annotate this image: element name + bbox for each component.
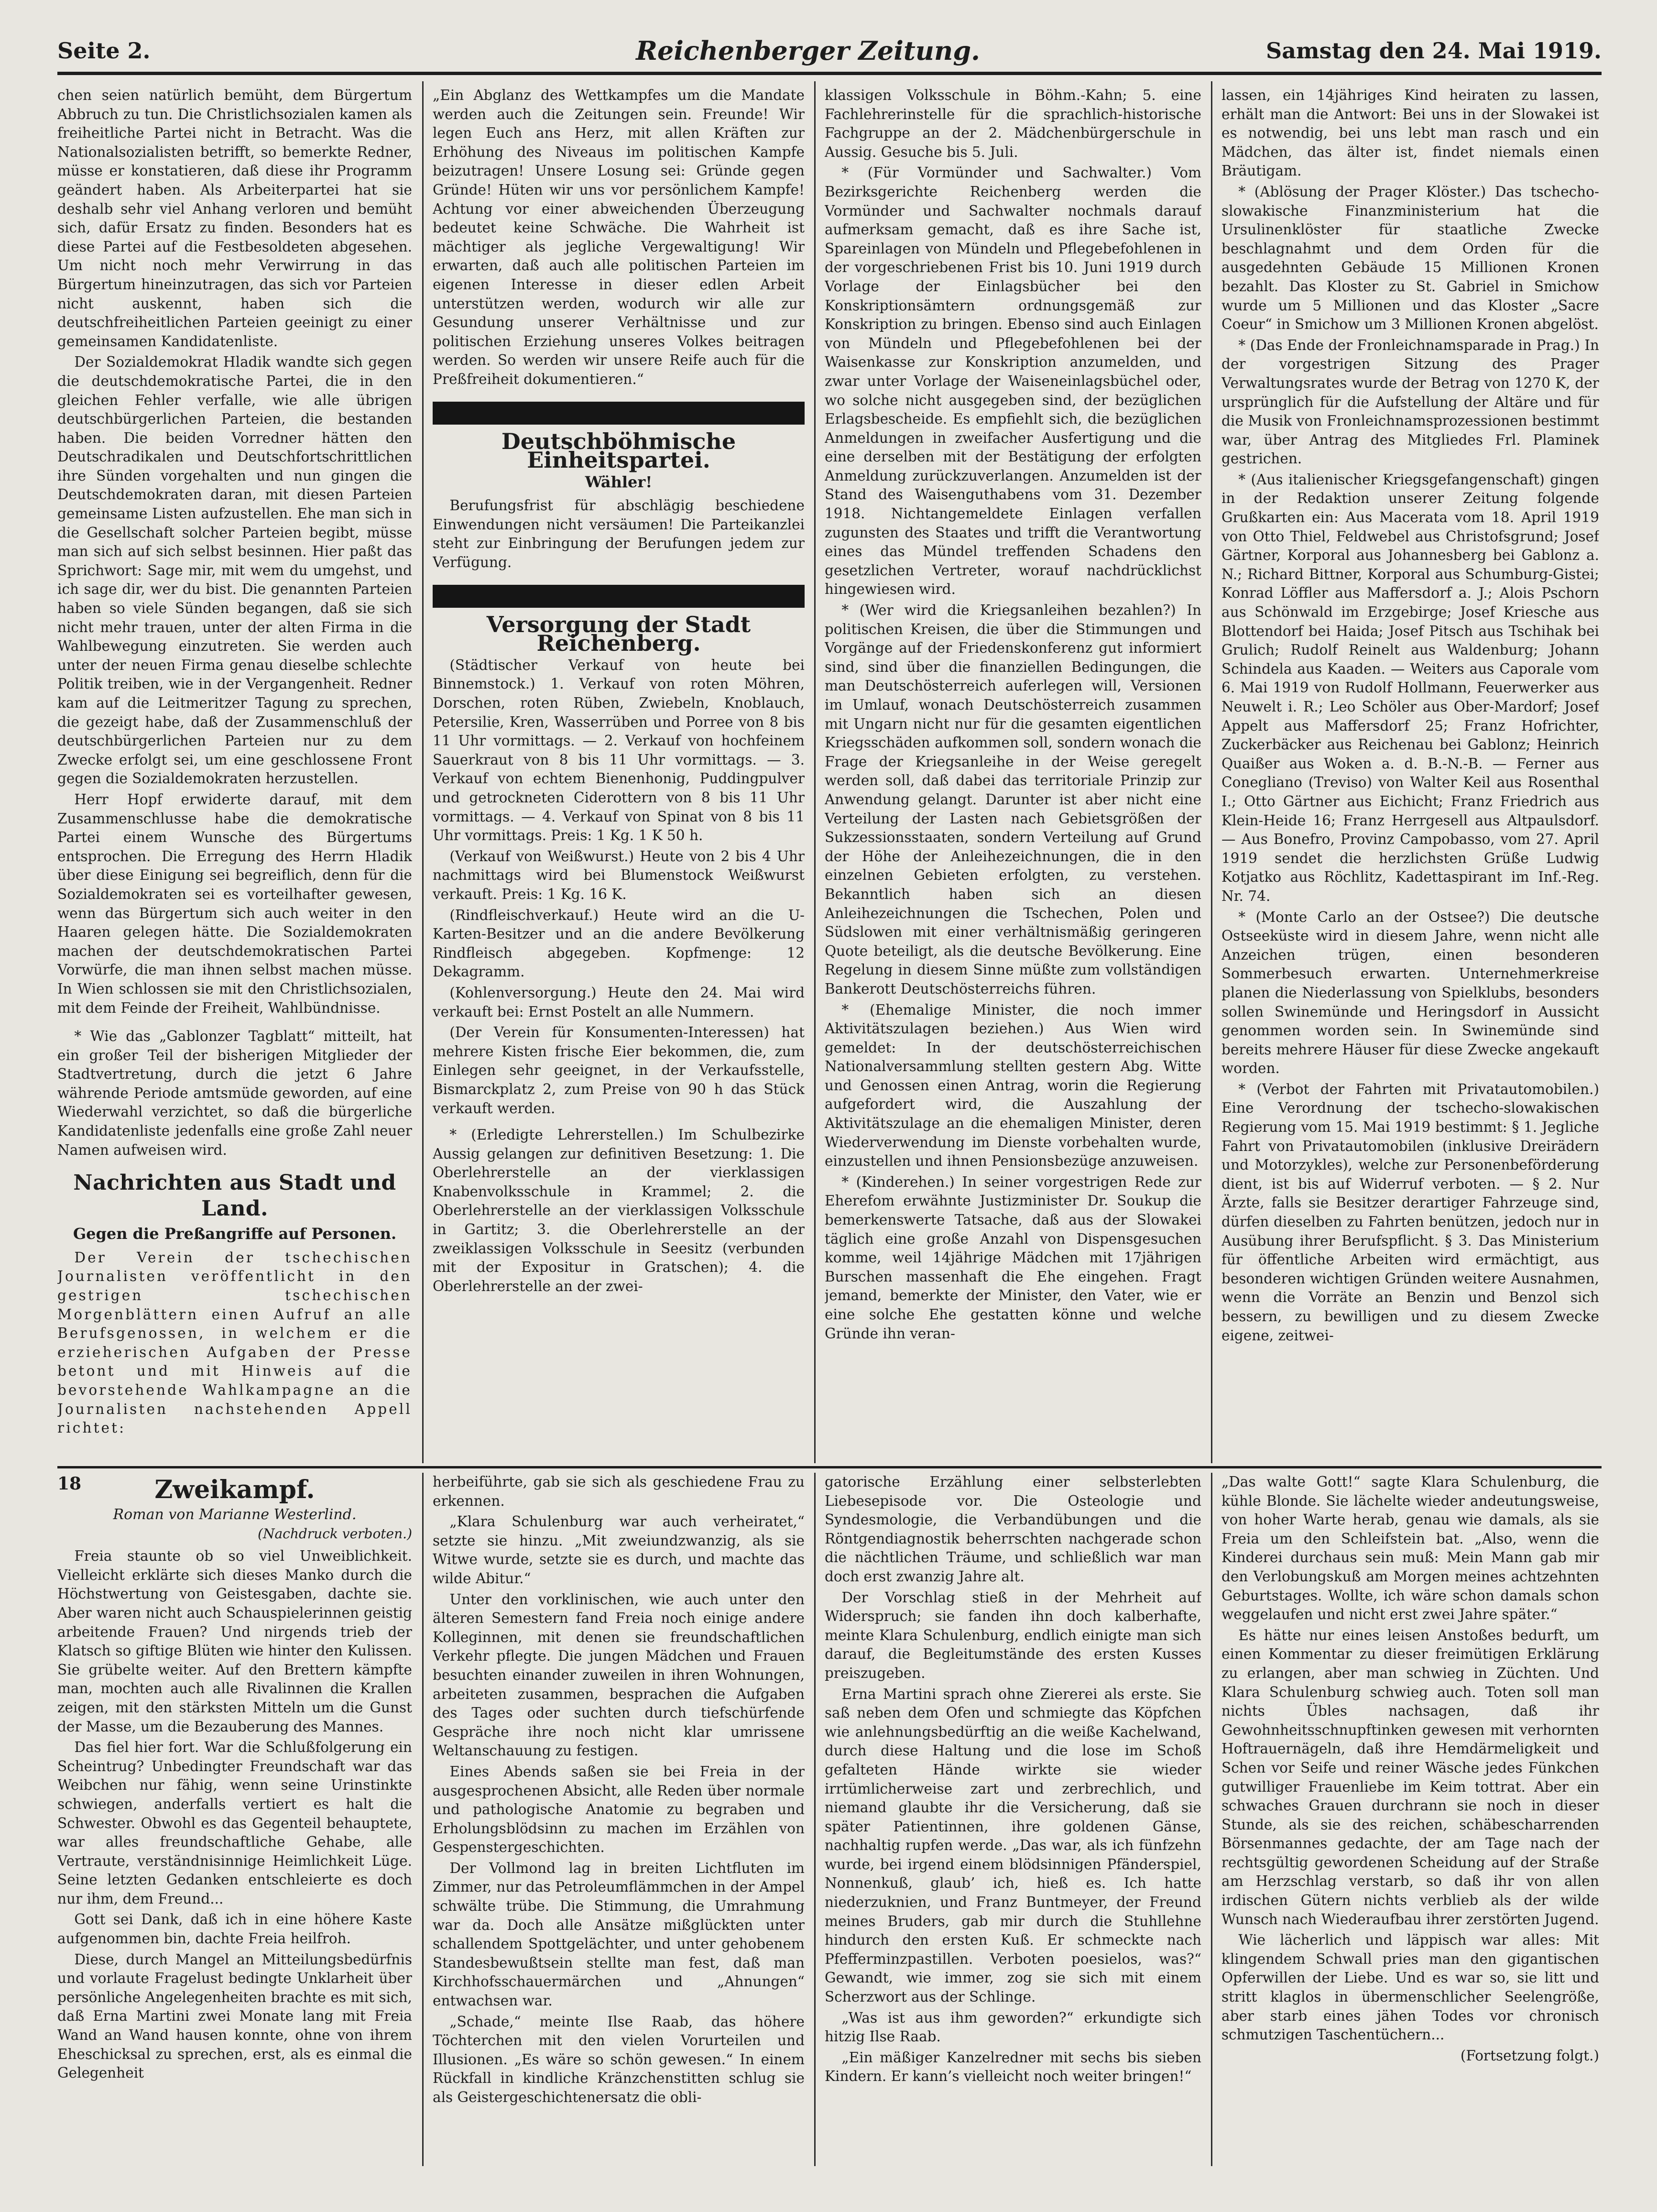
novel-paragraph: gatorische Erzählung einer selbsterlebten Liebesepisode vor. Die Osteologie und Syndesmologie, die Verbandübungen und die Röntgendiagnostik beherrschten nachgerade schon die nächtlichen Träume, und schließlich war man doch erst zwanzig Jahre alt. (825, 1474, 1201, 1585)
article-paragraph: * (Für Vormünder und Sachwalter.) Vom Bezirksgerichte Reichenberg werden die Vormünder und Sachwalter nochmals darauf aufmerksam gemacht, daß es ihre Sache ist, Spareinlagen von Mündeln und Pflegebefohlenen in der vorgeschriebenen Frist bis 10. Juni 1919 durch Vorlage der Einlagsbücher bei den Konskriptionsämtern ordnungsgemäß zur Konskription zu bringen. Ebenso sind auch Einlagen von Mündeln und Pflegebefohlenen bei der Waisenkasse zur Konskription anzumelden, und zwar unter Vorlage der Waiseneinlagsbüchel oder, wo solche nicht ausgegeben sind, der bezüglichen Erlagsbescheide. Es empfiehlt sich, die bezüglichen Anmeldungen in zweifacher Ausfertigung und die eine derselben mit der Bestätigung der erfolgten Anmeldung zurückzuverlangen. Anzumelden ist der Stand des Waisenguthabens vom 31. Dezember 1918. Nichtangemeldete Einlagen verfallen zugunsten des Staates und trifft die Verantwortung eines das Mündel treffenden Schadens den gesetzlichen Vertreter, worauf nachdrücklichst hingewiesen wird. (825, 164, 1201, 598)
column-4 (1221, 86, 1599, 1463)
party-subheading: Wähler! (585, 472, 653, 491)
black-bar (433, 402, 805, 425)
installment-number: 18 (57, 1474, 82, 1494)
article-paragraph: * (Monte Carlo an der Ostsee?) Die deutsche Ostseeküste wird in diesem Jahre, wenn nicht alle Anzeichen trügen, einen besonderen Sommerbesuch erwarten. Unternehmerkreise planen die Niederlassung von Spielklubs, besonders sollen Swinemünde und Heringsdorf in Aussicht genommen worden sein. In Swinemünde sind bereits mehrere Häuser für diese Zwecke angekauft worden. (1221, 909, 1599, 1077)
article-paragraph: Herr Hopf erwiderte darauf, mit dem Zusammenschlusse habe die demokratische Partei einem Wunsche des Bürgertums entsprochen. Die Erregung des Herrn Hladik über diese Einigung sei begreiflich, denn für die Sozialdemokraten sei es vorteilhafter gewesen, wenn das Bürgertum sich auch weiter in den Haaren gelegen hätte. Die Sozialdemokraten machen der deutschdemokratischen Partei Vorwürfe, die man ihnen selbst machen müsse. In Wien schlossen sie mit den Christlichsozialen, mit dem Feinde der Freiheit, Wahlbündnisse. (57, 791, 412, 1016)
novel-paragraph: Der Vorschlag stieß in der Mehrheit auf Widerspruch; sie fanden ihn doch kalberhafte, meinte Klara Schulenburg, endlich einigte man sich darauf, die Begleitumstände des ersten Kusses preiszugeben. (825, 1589, 1201, 1681)
column-1 (57, 86, 412, 1463)
novel-paragraph: „Was ist aus ihm geworden?“ erkundigte sich hitzig Ilse Raab. (825, 2009, 1201, 2045)
masthead (57, 33, 1602, 75)
novel-paragraph: Freia staunte ob so viel Unweiblichkeit. Vielleicht erklärte sich dieses Manko durch die Höchstwertung von Geistesgaben, dachte sie. Aber waren nicht auch Schauspielerinnen geistig arbeitende Frauen? Und nirgends trieb der Klatsch so giftige Blüten wie hinter den Kulissen. Sie grübelte weiter. Auf den Brettern kämpfte man, mochten auch alle Rivalinnen die Krallen zeigen, mit den stärksten Mitteln um die Gunst der Masse, um die Bezauberung des Mannes. (57, 1548, 412, 1735)
column-rule (422, 81, 424, 1463)
black-bar (433, 585, 805, 608)
article-heading: Gegen die Preßangriffe auf Personen. (73, 1225, 397, 1243)
paper-name: Reichenberger Zeitung. (636, 35, 980, 66)
novel-paragraph: „Das walte Gott!“ sagte Klara Schulenburg, die kühle Blonde. Sie lächelte wieder andeutungsweise, von hoher Warte herab, genau wie damals, als sie Freia um den Schleifstein bat. „Also, wenn die Kinderei durchaus sein muß: Mein Mann gab mir den Verlobungskuß am Morgen meines achtzehnten Geburtstages. Wollte, ich wäre schon damals schon weggelaufen und nicht erst zwei Jahre später.“ (1221, 1474, 1599, 1623)
novel-paragraph: Diese, durch Mangel an Mitteilungsbedürfnis und vorlaute Fragelust bedingte Unklarheit über persönliche Angelegenheiten brachte es mit sich, daß Erna Martini zwei Monate lang mit Freia Wand an Wand hausen konnte, ohne von ihrem Eheschicksal zu sprechen, erst, als es einmal die Gelegenheit (57, 1951, 412, 2081)
article-paragraph: * Wie das „Gablonzer Tagblatt“ mitteilt, hat ein großer Teil der bisherigen Mitglieder der Stadtvertretung, durch die jetzt 6 Jahre währende Periode amtsmüde geworden, auf eine Wiederwahl verzichtet, so daß die bürgerliche Kandidatenliste jedenfalls eine große Zahl neuer Namen aufweisen wird. (57, 1028, 412, 1158)
novel-paragraph: Eines Abends saßen sie bei Freia in der ausgesprochenen Absicht, alle Reden über normale und pathologische Anatomie zu begraben und Erholungsblödsinn zu machen im Erzählen von Gespenstergeschichten. (433, 1763, 805, 1856)
novel-paragraph: „Ein mäßiger Kanzelredner mit sechs bis sieben Kindern. Er kann’s vielleicht noch weiter bringen!“ (825, 2049, 1201, 2085)
article-paragraph: * (Ehemalige Minister, die noch immer Aktivitätszulagen beziehen.) Aus Wien wird gemeldet: In der deutschösterreichischen Nationalversammlung stellten gestern Abg. Witte und Genossen einen Antrag, worin die Regierung aufgefordert wird, die Auszahlung der Aktivitätszulage an die ehemaligen Minister, deren Wiederverwendung im Dienste vorbehalten wurde, einzustellen und ihnen Pensionsbezüge anzuweisen. (825, 1001, 1201, 1170)
novel-paragraph: „Klara Schulenburg war auch verheiratet,“ setzte sie hinzu. „Mit zweiundzwanzig, als sie Witwe wurde, setzte sie es durch, und machte das wilde Abitur.“ (433, 1513, 805, 1587)
novel-column-3 (825, 1473, 1201, 2161)
novel-paragraph: Es hätte nur eines leisen Anstoßes bedurft, um einen Kommentar zu dieser freimütigen Erklärung zu erlangen, aber man schwieg in Züchten. Und Klara Schulenburg schwieg auch. Toten soll man nichts Übles nachsagen, daß ihr Gewohnheitsschnupftinken gewesen mit verhornten Hoftrauernägeln, daß ihre Hemdärmeligkeit und Schen vor Seife und reiner Wäsche jedes Fünkchen gutwilliger Frauenliebe im Keim tottrat. Aber ein schwaches Grauen durchrann sie noch in dieser Stunde, als sie des reichen, schäbescharrenden Börsenmannes gedachte, der am Tage nach der rechtsgültig gewordenen Scheidung auf der Straße am Herzschlag verstarb, so daß ihr von allen irdischen Gütern nichts verblieb als der wilde Wunsch nach Wiederaufbau ihrer zerstörten Jugend. (1221, 1627, 1599, 1927)
article-paragraph: * (Verbot der Fahrten mit Privatautomobilen.) Eine Verordnung der tschecho-slowakischen Regierung vom 15. Mai 1919 bestimmt: § 1. Jegliche Fahrt von Privatautomobilen (inklusive Dreirädern und Motorzykles), welche zur Personenbeförderung dient, ist bis auf Widerruf verboten. — § 2. Nur Ärzte, falls sie Besitzer derartiger Fahrzeuge sind, dürfen dieselben zu Fahrten benützen, jedoch nur in Ausübung ihrer Berufspflicht. § 3. Das Ministerium für öffentliche Arbeiten wird ermächtigt, aus besonderen wichtigen Gründen weitere Ausnahmen, wenn die Vorräte an Benzin und Benzol sich bessern, zu bewilligen und zu diesem Zwecke eigene, zeitwei- (1221, 1081, 1599, 1344)
party-notice: Berufungsfrist für abschlägig beschiedene Einwendungen nicht versäumen! Die Parteikanzlei steht zur Einbringung der Berufungen jedem zur Verfügung. (433, 497, 805, 571)
column-3 (825, 86, 1201, 1463)
column-rule (814, 1473, 816, 2166)
novel-byline: Roman von Marianne Westerlind. (113, 1506, 357, 1523)
novel-paragraph: Gott sei Dank, daß ich in eine höhere Kaste aufgenommen bin, dachte Freia heilfroh. (57, 1911, 412, 1947)
column-2 (433, 86, 805, 1463)
article-paragraph: Der Verein der tschechischen Journalisten veröffentlicht in den gestrigen tschechischen Morgenblättern einen Aufruf an alle Berufsgenossen, in welchem er die erzieherischen Aufgaben der Presse betont und mit Hinweis auf die bevorstehende Wahlkampagne an die Journalisten nachstehenden Appell richtet: (57, 1249, 412, 1436)
to-be-continued: (Fortsetzung folgt.) (1460, 2047, 1599, 2064)
novel-paragraph: Wie lächerlich und läppisch war alles: Mit klingendem Schwall pries man den gigantischen Opferwillen der Liebe. Und es war so, sie litt und stritt klaglos in übermenschlicher Seelengröße, aber starb eines jähen Todes vor chronisch schmutzigen Taschentüchern... (1221, 1932, 1599, 2043)
column-rule (1211, 1473, 1212, 2166)
novel-paragraph: Erna Martini sprach ohne Ziererei als erste. Sie saß neben dem Ofen und schmiegte das Köpfchen wie anlehnungsbedürftig an die weiße Kachelwand, durch diese Haltung und die lose im Schoß gefalteten Hände wirkte sie wieder irrtümlicherweise zart und zerbrechlich, und niemand glaubte ihr die Versicherung, daß sie später Patientinnen, ihre goldenen Gänse, nachhaltig rupfen werde. „Das war, als ich fünfzehn wurde, bei irgend einem blödsinnigen Pfänderspiel, Nonnenkuß, glaub’ ich, hieß es. Ich hatte niederzuknien, und Franz Buntmeyer, der Freund meines Bruders, gab mir durch die Stuhllehne hindurch den ersten Kuß. Er schmeckte nach Pfefferminzpastillen. Verboten poesielos, was?“ Gewandt, wie immer, zog sie sich mit einem Scherzwort aus der Schlinge. (825, 1686, 1201, 2005)
article-paragraph: * (Aus italienischer Kriegsgefangenschaft) gingen in der Redaktion unserer Zeitung folgende Grußkarten ein: Aus Macerata vom 18. April 1919 von Otto Thiel, Feldwebel aus Christofsgrund; Josef Gärtner, Korporal aus Johannesberg bei Gablonz a. N.; Richard Bittner, Korporal aus Schumburg-Gistei; Konrad Löffler aus Maffersdorf a. J.; Alois Pschorn aus Schönwald im Erzgebirge; Josef Kriesche aus Blottendorf bei Haida; Josef Pitsch aus Tschihak bei Grulich; Rudolf Reinelt aus Waldenburg; Johann Schindela aus Kaaden. — Weiters aus Caporale vom 6. Mai 1919 von Rudolf Hollmann, Feuerwerker aus Neuwelt i. R.; Leo Schöler aus Ober-Mardorf; Josef Appelt aus Maffersdorf 25; Franz Hofrichter, Zuckerbäcker aus Reichenau bei Gablonz; Heinrich Quaißer aus Woken a. d. B.-N.-B. — Ferner aus Conegliano (Treviso) von Walter Keil aus Rosenthal I.; Otto Gärtner aus Eichicht; Franz Friedrich aus Klein-Heide 16; Franz Herrgesell aus Altpaulsdorf. — Aus Bonefro, Provinz Campobasso, vom 27. April 1919 sendet die herzlichsten Grüße Ludwig Kotjatko aus Röchlitz, Kadettaspirant im Inf.-Reg. Nr. 74. (1221, 471, 1599, 904)
article-paragraph: chen seien natürlich bemüht, dem Bürgertum Abbruch zu tun. Die Christlichsozialen kamen als freiheitliche Partei nicht in Betracht. Was die Nationalsozialisten betrifft, so bemerkte Redner, müsse er konstatieren, daß diese ihr Programm geändert haben. Als Arbeiterpartei hat sie deshalb sehr viel Anhang verloren und bemüht sich, dafür Ersatz zu finden. Besonders hat es diese Partei auf die Festbesoldeten abgesehen. Um nicht noch mehr Verwirrung in das Bürgertum hineinzutragen, das sich vor Parteien nicht auskennt, haben sich die deutschfreiheitlichen Parteien geeinigt zu einer gemeinsamen Kandidatenliste. (57, 87, 412, 350)
novel-paragraph: Das fiel hier fort. War die Schlußfolgerung ein Scheintrug? Unbedingter Freundschaft war das Weibchen nur fähig, wenn seine Urinstinkte schwiegen, anderfalls vertiert es halt die Schwester. Obwohl es das Gegenteil behauptete, war alles freundschaftliche Gehabe, alle Vertraute, verständnisinnige Heimlichkeit Lüge. Seine letzten Gedanken entschleierte es doch nur ihm, dem Freund... (57, 1739, 412, 1907)
novel-title: Zweikampf. (154, 1475, 315, 1504)
section-heading: Nachrichten aus Stadt und Land. (73, 1171, 396, 1221)
article-paragraph: (Kohlenversorgung.) Heute den 24. Mai wird verkauft bei: Ernst Postelt an alle Nummern. (433, 984, 805, 1020)
novel-paragraph: „Schade,“ meinte Ilse Raab, das höhere Töchterchen mit den vielen Vorurteilen und Illusionen. „Es wäre so schön gewesen.“ In einem Rückfall in kindliche Kränzchenstitten schlug sie als Geistergeschichtenersatz die obli- (433, 2013, 805, 2105)
article-paragraph: Der Sozialdemokrat Hladik wandte sich gegen die deutschdemokratische Partei, die in den gleichen Fehler verfalle, wie alle übrigen deutschbürgerlichen Parteien, die bestanden haben. Die beiden Vorredner hätten den Deutschradikalen und Deutschfortschrittlichen ihre Sünden vorgehalten und nun gingen die Deutschdemokraten daran, mit diesen Parteien gemeinsame Listen aufzustellen. Ehe man sich in die Gesellschaft solcher Parteien begibt, müsse man sich auf sich selbst besinnen. Hier paßt das Sprichwort: Sage mir, mit wem du umgehst, und ich sage dir, wer du bist. Die genannten Parteien haben so viele Sünden begangen, daß sie sich nicht mehr trauen, unter der alten Firma in die Wahlbewegung einzutreten. Sie werden auch unter der neuen Firma genau dieselbe schlechte Politik treiben, wie in der Vergangenheit. Redner kam auf die Leitmeritzer Tagung zu sprechen, die gezeigt habe, daß der Zusammenschluß der deutschbürgerlichen Parteien nur zu dem Zwecke erfolgt sei, um eine geschlossene Front gegen die Sozialdemokraten herzustellen. (57, 354, 412, 787)
article-paragraph: (Rindfleischverkauf.) Heute wird an die U-Karten-Besitzer und an die andere Bevölkerung Rindfleisch abgegeben. Kopfmenge: 12 Dekagramm. (433, 907, 805, 980)
novel-column-4 (1221, 1473, 1599, 2161)
novel-paragraph: herbeiführte, gab sie sich als geschiedene Frau zu erkennen. (433, 1474, 805, 1509)
article-paragraph: * (Das Ende der Fronleichnamsparade in Prag.) In der vorgestrigen Sitzung des Prager Verwaltungsrates wurde der Betrag von 1270 K, der ursprünglich für die Aufstellung der Altäre und für die Musik von Fronleichnamsprozessionen bestimmt war, über Antrag des Mitgliedes Frl. Plaminek gestrichen. (1221, 337, 1599, 467)
article-paragraph: (Der Verein für Konsumenten-Interessen) hat mehrere Kisten frische Eier bekommen, die, zum Einlegen sehr geeignet, in der Verkaufsstelle, Bismarckplatz 2, zum Preise von 90 h das Stück verkauft werden. (433, 1024, 805, 1117)
article-paragraph: * (Erledigte Lehrerstellen.) Im Schulbezirke Aussig gelangen zur definitiven Besetzung: 1. Die Oberlehrerstelle an der vierklassigen Knabenvolksschule in Krammel; 2. die Oberlehrerstelle an der vierklassigen Volksschule in Gartitz; 3. die Oberlehrerstelle an der zweiklassigen Volksschule in Seesitz (verbunden mit der Expositur in Gratschen); 4. die Oberlehrerstelle an der zwei- (433, 1127, 805, 1294)
article-paragraph: klassigen Volksschule in Böhm.-Kahn; 5. eine Fachlehrerinstelle für die sprachlich-historische Fachgruppe an der 2. Mädchenbürgerschule in Aussig. Gesuche bis 5. Juli. (825, 87, 1201, 160)
article-paragraph: * (Wer wird die Kriegsanleihen bezahlen?) In politischen Kreisen, die über die Stimmungen und Vorgänge auf der Friedenskonferenz gut informiert sind, sind über die finanziellen Bedingungen, die man Deutschösterreich auferlegen will, Versionen im Umlauf, wonach Deutschösterreich zusammen mit Ungarn nicht nur für die gesamten eigentlichen Kriegsschäden aufkommen soll, sondern wonach die Frage der Kriegsanleihe in der Weise geregelt werden soll, daß dabei das territoriale Prinzip zur Anwendung gelangt. Darunter ist aber nicht eine Verteilung der Lasten nach Gebietsgrößen der Sukzessionsstaaten, sondern Verteilung auf Grund der Höhe der Anleihezeichnungen, die in den einzelnen Gebieten erfolgten, zu verstehen. Bekanntlich haben sich an diesen Anleihezeichnungen die Tschechen, Polen und Südslowen mit einer verhältnismäßig geringeren Quote beteiligt, als die deutsche Bevölkerung. Eine Regelung in diesem Sinne müßte zum vollständigen Bankerott Deutschösterreichs führen. (825, 602, 1201, 997)
article-paragraph: (Städtischer Verkauf von heute bei Binnemstock.) 1. Verkauf von roten Möhren, Dorschen, roten Rüben, Zwiebeln, Knoblauch, Petersilie, Kren, Wasserrüben und Porree von 8 bis 11 Uhr vormittags. — 2. Verkauf von hochfeinem Sauerkraut von 8 bis 11 Uhr vormittags. — 3. Verkauf von echtem Bienenhonig, Puddingpulver und getrockneten Ciderottern von 8 bis 11 Uhr vormittags. — 4. Verkauf von Spinat von 8 bis 11 Uhr vormittags. Preis: 1 Kg. 1 K 50 h. (433, 657, 805, 844)
novel-column-2 (433, 1473, 805, 2161)
feuilleton-rule (57, 1466, 1602, 1468)
article-paragraph: * (Kinderehen.) In seiner vorgestrigen Rede zur Eherefom erwähnte Justizminister Dr. Soukup die bemerkenswerte Tatsache, daß aus der Slowakei täglich eine große Anzahl von Dispensgesuchen komme, weil 14jährige Mädchen mit 17jährigen Burschen massenhaft die Ehe eingehen. Fragt jemand, bemerkte der Minister, den Vater, wie er eine solche Ehe gestatten könne und welche Gründe ihn veran- (825, 1173, 1201, 1342)
column-rule (422, 1473, 424, 2166)
article-paragraph: (Verkauf von Weißwurst.) Heute von 2 bis 4 Uhr nachmittags wird bei Blumenstock Weißwurst verkauft. Preis: 1 Kg. 16 K. (433, 848, 805, 902)
page-label: Seite 2. (57, 38, 151, 64)
party-heading: Deutschböhmische Einheitspartei. (501, 428, 736, 473)
article-paragraph: „Ein Abglanz des Wettkampfes um die Mandate werden auch die Zeitungen sein. Freunde! Wir legen Euch ans Herz, mit allen Kräften zur Erhöhung des Niveaus im politischen Kampfe beizutragen! Unsere Losung sei: Gründe gegen Gründe! Hüten wir uns vor persönlichem Kampfe! Achtung vor einer abweichenden Überzeugung bedeutet keine Schwäche. Die Wahrheit ist mächtiger als jegliche Vergewaltigung! Wir erwarten, daß auch alle politischen Parteien im eigenen Interesse in dieser edlen Arbeit unterstützen werden, wodurch wir alle zur Gesundung unserer Verhältnisse und zur politischen Erziehung unseres Volkes beitragen werden. So werden wir unsere Reife auch für die Preßfreiheit dokumentieren.“ (433, 87, 805, 387)
reprint-note: (Nachdruck verboten.) (258, 1525, 412, 1542)
novel-paragraph: Unter den vorklinischen, wie auch unter den älteren Semestern fand Freia noch einige andere Kolleginnen, mit denen sie freundschaftlichen Verkehr pflegte. Die jungen Mädchen und Frauen besuchten einander zuweilen in ihren Wohnungen, arbeiteten zusammen, besprachen die Aufgaben des Tages oder suchten durch tiefschürfende Gespräche ihre noch nicht klar umrissene Weltanschauung zu festigen. (433, 1591, 805, 1759)
novel-paragraph: Der Vollmond lag in breiten Lichtfluten im Zimmer, nur das Petroleumflämmchen in der Ampel schwälte trübe. Die Stimmung, die Umrahmung war da. Doch alle Ansätze mißglückten unter schallendem Spottgelächter, und unter gehobenem Standesbewußtsein stellte man fest, daß man Kirchhofsschauermärchen und „Ahnungen“ entwachsen war. (433, 1860, 805, 2009)
article-paragraph: lassen, ein 14jähriges Kind heiraten zu lassen, erhält man die Antwort: Bei uns in der Slowakei ist es notwendig, bei uns lebt man rasch und ein Mädchen, das älter ist, findet niemals einen Bräutigam. (1221, 87, 1599, 179)
novel-column-1 (57, 1473, 412, 2161)
issue-date: Samstag den 24. Mai 1919. (1265, 38, 1602, 64)
column-rule (1211, 81, 1212, 1463)
column-rule (814, 81, 816, 1463)
article-paragraph: * (Ablösung der Prager Klöster.) Das tschecho-slowakische Finanzministerium hat die Ursulinenklöster für staatliche Zwecke beschlagnahmt und dem Orden für die ausgedehnten Gebäude 15 Millionen Kronen bezahlt. Das Kloster zu St. Gabriel in Smichow wurde um 5 Millionen und das Kloster „Sacre Coeur“ in Smichow um 3 Millionen Kronen abgelöst. (1221, 183, 1599, 333)
supply-heading: Versorgung der Stadt Reichenberg. (486, 611, 751, 657)
